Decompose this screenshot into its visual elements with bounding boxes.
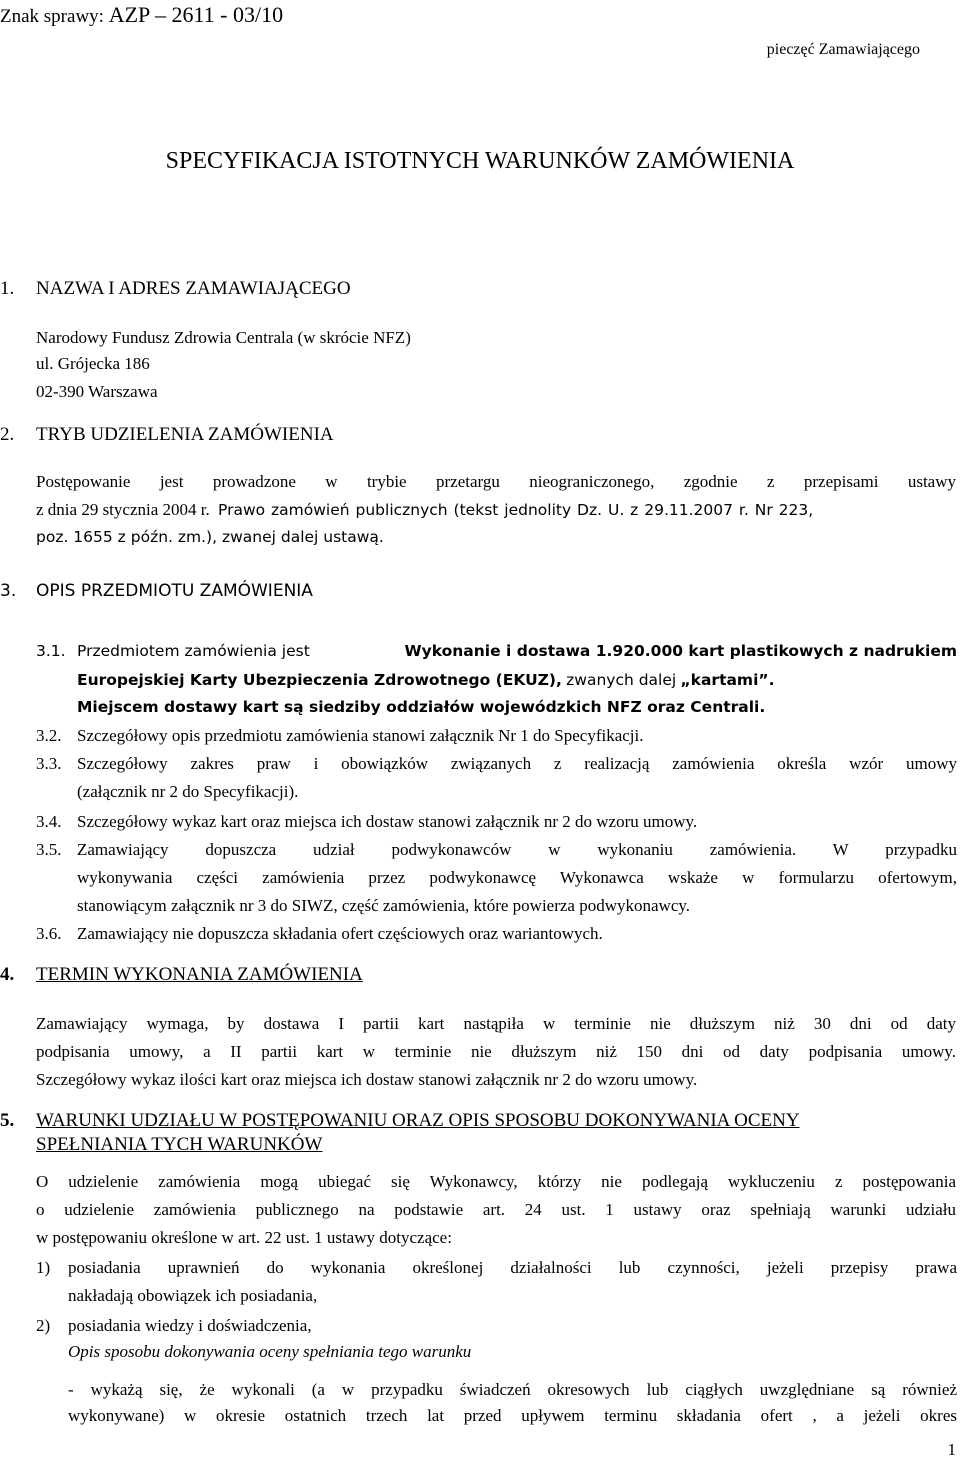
section-number: 4. bbox=[0, 964, 15, 985]
section-number: 1. bbox=[0, 278, 15, 299]
document-title: SPECYFIKACJA ISTOTNYCH WARUNKÓW ZAMÓWIENIA bbox=[165, 148, 795, 174]
section-heading: WARUNKI UDZIAŁU W POSTĘPOWANIU ORAZ OPIS SPOSOBU DOKONYWANIA OCENY bbox=[36, 1110, 800, 1131]
address-line: 02-390 Warszawa bbox=[36, 382, 158, 401]
text-span: Przedmiotem zamówienia jest bbox=[77, 642, 310, 660]
paragraph-line bbox=[36, 500, 813, 520]
emphasized-text: Wykonanie i dostawa 1.920.000 kart plastikowych z nadrukiem bbox=[404, 642, 957, 660]
case-label: Znak sprawy: bbox=[0, 6, 104, 27]
paragraph-line: posiadania wiedzy i doświadczenia, bbox=[68, 1316, 312, 1335]
text-span: Prawo zamówień publicznych (tekst jednolity Dz. U. z 29.11.2007 r. Nr 223, bbox=[218, 501, 814, 519]
item-number: 3.5. bbox=[36, 840, 62, 859]
paragraph-line: stanowiącym załącznik nr 3 do SIWZ, część zamówienia, które powierza podwykonawcy. bbox=[77, 896, 691, 915]
paragraph-line: nakładają obowiązek ich posiadania, bbox=[68, 1286, 318, 1305]
text-span: zwanych dalej bbox=[566, 671, 677, 689]
section-heading: NAZWA I ADRES ZAMAWIAJĄCEGO bbox=[36, 278, 351, 299]
paragraph-line: Zamawiający nie dopuszcza składania ofert częściowych oraz wariantowych. bbox=[77, 924, 603, 943]
paragraph-line: Szczegółowy opis przedmiotu zamówienia stanowi załącznik Nr 1 do Specyfikacji. bbox=[77, 726, 644, 745]
paragraph-line: posiadania uprawnień do wykonania określonej działalności lub czynności, jeżeli przepisy prawa bbox=[68, 1258, 957, 1277]
item-number: 3.6. bbox=[36, 924, 62, 943]
case-reference bbox=[0, 2, 283, 28]
section-heading: SPEŁNIANIA TYCH WARUNKÓW bbox=[36, 1134, 323, 1155]
paragraph-line: w postępowaniu określone w art. 22 ust. 1 ustawy dotyczące: bbox=[36, 1228, 452, 1247]
paragraph-line: Szczegółowy wykaz ilości kart oraz miejsca ich dostaw stanowi załącznik nr 2 do wzoru umowy. bbox=[36, 1070, 698, 1089]
section-heading: TRYB UDZIELENIA ZAMÓWIENIA bbox=[36, 424, 334, 445]
paragraph-line: o udzielenie zamówienia publicznego na podstawie art. 24 ust. 1 ustawy oraz spełniają warunki udziału bbox=[36, 1200, 956, 1219]
paragraph-line bbox=[77, 642, 957, 660]
case-number: AZP – 2611 - 03/10 bbox=[108, 2, 284, 27]
item-number: 3.2. bbox=[36, 726, 62, 745]
address-line: ul. Grójecka 186 bbox=[36, 354, 150, 373]
emphasized-text: „kartami”. bbox=[680, 671, 775, 689]
paragraph-line: Zamawiający dopuszcza udział podwykonawców w wykonaniu zamówienia. W przypadku bbox=[77, 840, 957, 859]
paragraph-line: (załącznik nr 2 do Specyfikacji). bbox=[77, 782, 299, 801]
section-heading: OPIS PRZEDMIOTU ZAMÓWIENIA bbox=[36, 581, 313, 601]
page-number: 1 bbox=[947, 1440, 956, 1459]
paragraph-line bbox=[77, 670, 774, 690]
paragraph-line: Zamawiający wymaga, by dostawa I partii kart nastąpiła w terminie nie dłuższym niż 30 dni od daty bbox=[36, 1014, 956, 1033]
text-span: Europejskiej Karty Ubezpieczenia Zdrowotnego (EKUZ), bbox=[77, 671, 562, 689]
address-line: Narodowy Fundusz Zdrowia Centrala (w skrócie NFZ) bbox=[36, 328, 411, 347]
paragraph-line: poz. 1655 z późn. zm.), zwanej dalej ustawą. bbox=[36, 528, 384, 546]
section-number: 5. bbox=[0, 1110, 15, 1131]
section-heading: TERMIN WYKONANIA ZAMÓWIENIA bbox=[36, 964, 363, 985]
item-number: 3.4. bbox=[36, 812, 62, 831]
item-number: 1) bbox=[36, 1258, 51, 1277]
section-number: 2. bbox=[0, 424, 15, 445]
paragraph-line: wykonywania części zamówienia przez podwykonawcę Wykonawca wskaże w formularzu ofertowym, bbox=[77, 868, 957, 887]
text-span: z dnia 29 stycznia 2004 r. bbox=[36, 500, 210, 519]
stamp-label: pieczęć Zamawiającego bbox=[766, 41, 920, 58]
item-number: 3.1. bbox=[36, 642, 66, 660]
paragraph-line: podpisania umowy, a II partii kart w terminie nie dłuższym niż 150 dni od daty podpisania umowy. bbox=[36, 1042, 956, 1061]
paragraph-line: Postępowanie jest prowadzone w trybie przetargu nieograniczonego, zgodnie z przepisami ustawy bbox=[36, 472, 956, 491]
paragraph-line: Szczegółowy zakres praw i obowiązków związanych z realizacją zamówienia określa wzór umowy bbox=[77, 754, 957, 773]
italic-subheading: Opis sposobu dokonywania oceny spełniania tego warunku bbox=[68, 1342, 472, 1361]
item-number: 2) bbox=[36, 1316, 51, 1335]
paragraph-line: Szczegółowy wykaz kart oraz miejsca ich dostaw stanowi załącznik nr 2 do wzoru umowy. bbox=[77, 812, 698, 831]
section-number: 3. bbox=[0, 581, 17, 601]
item-number: 3.3. bbox=[36, 754, 62, 773]
paragraph-line: Miejscem dostawy kart są siedziby oddziałów wojewódzkich NFZ oraz Centrali. bbox=[77, 698, 766, 716]
paragraph-line: O udzielenie zamówienia mogą ubiegać się Wykonawcy, którzy nie podlegają wykluczeniu z postępowania bbox=[36, 1172, 956, 1191]
paragraph-line: wykonywane) w okresie ostatnich trzech lat przed upływem terminu składania ofert , a jeżeli okres bbox=[68, 1406, 957, 1425]
paragraph-line: - wykażą się, że wykonali (a w przypadku świadczeń okresowych lub ciągłych uwzględniane są również bbox=[68, 1380, 957, 1399]
